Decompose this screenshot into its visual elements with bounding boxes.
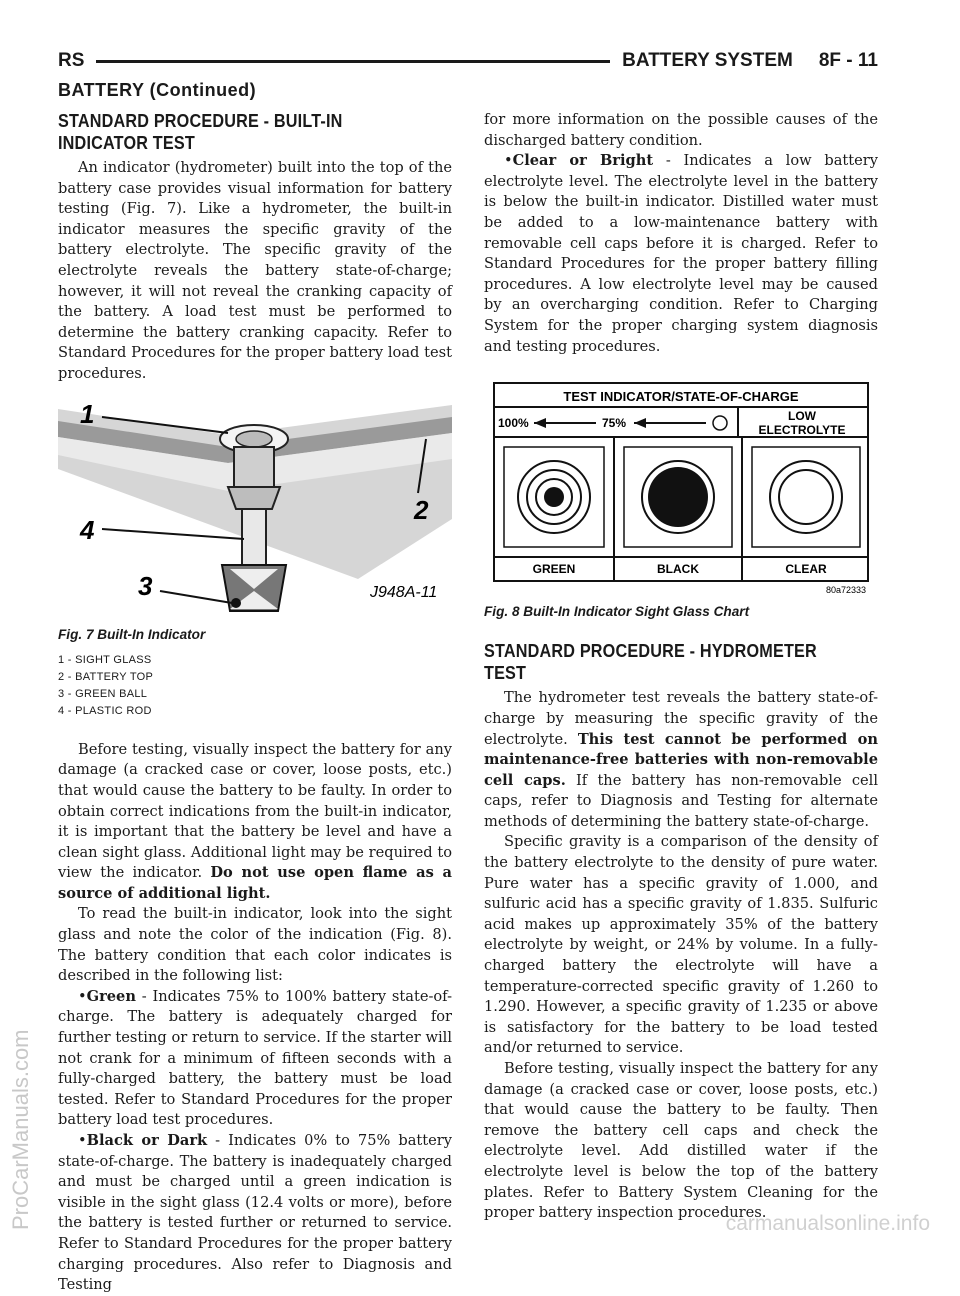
label-black: BLACK: [657, 562, 699, 577]
label-clear: CLEAR: [785, 562, 827, 577]
callout-1: 1: [80, 398, 95, 429]
bullet-text: - Indicates a low battery electrolyte level. The electrolyte level in the battery is below the built-in indicator. Distilled water must be added to a low-maintenance battery with removable cell caps before it is charged. Refer to Standard Procedures for the proper battery filling procedures. A low electrolyte level may be caused by an overcharging condition. Refer to Charging System for the proper charging system diagnosis and testing procedures.: [484, 152, 878, 355]
paragraph-indicator-intro: An indicator (hydrometer) built into the top of the battery case provides visual information for battery testing (Fig. 7). Like a hydrometer, the built-in indicator measures the specific gravity of the battery electrolyte. The specific gravity of the electrolyte reveals the battery state-of-charge; however, it will not reveal the cranking capacity of the battery. A load test must be performed to determine the battery cranking capacity. Refer to Standard Procedures for the proper battery load test procedures.: [58, 159, 452, 382]
left-column: [58, 110, 452, 1296]
indicator-thread: [228, 487, 280, 509]
bullet-green: •Green - Indicates 75% to 100% battery state-of-charge. The battery is adequately charged for further testing or return to service. If the starter will not crank for a minimum of fifteen seconds with a fully-charged battery, the battery must be load tested. Refer to Standard Procedures for the proper battery load test procedures.: [58, 987, 452, 1129]
label-75-percent: 75%: [602, 416, 627, 431]
paragraph-before-testing: [58, 740, 452, 905]
heading-line-2: INDICATOR TEST: [58, 133, 195, 153]
figure-7-legend: [58, 652, 452, 720]
leader-4: [102, 529, 244, 539]
built-in-indicator-illustration: [58, 399, 452, 617]
chart-title: TEST INDICATOR/STATE-OF-CHARGE: [563, 389, 799, 405]
callout-3: 3: [138, 570, 153, 601]
label-electrolyte: ELECTROLYTE: [758, 423, 846, 438]
sight-glass-chart: [484, 377, 878, 595]
paragraph-specific-gravity: Specific gravity is a comparison of the density of the battery electrolyte to the density of pure water. Pure water has a specific gravity of 1.000, and sulfuric acid has a specific gravity of 1.835. Sulfuric acid makes up approximately 35% of the battery electrolyte by weight, or 24% by volume. In a fully-charged battery the electrolyte will have a temperature-corrected specific gravity of 1.260 to 1.290. However, a specific gravity of 1.235 or above is satisfactory for the battery to be load tested and/or returned to service.: [484, 833, 878, 1057]
bullet-label: Green: [86, 987, 136, 1005]
warning-bold: This test cannot be performed on maintenance-free batteries with non-removable cell caps.: [484, 730, 878, 789]
legend-item: 4 - PLASTIC ROD: [58, 704, 152, 717]
bullet-black: •Black or Dark - Indicates 0% to 75% battery state-of-charge. The battery is inadequately charged and must be charged until a green indication is visible in the sight glass (12.4 volts or more), before the battery is tested further or returned to service. Refer to Standard Procedures for the proper battery charging procedures. Also refer to Diagnosis and Testing: [58, 1132, 452, 1294]
indicator-collar: [234, 447, 274, 487]
green-ball: [231, 598, 241, 608]
paragraph-before-testing-2: Before testing, visually inspect the battery for any damage (a cracked case or cover, loose posts, etc.) that would cause the battery to be faulty. Then remove the battery cell caps and check the electrolyte level. Add distilled water if the electrolyte level is below the top of the battery plates. Refer to Battery System Cleaning for the proper battery inspection procedures.: [484, 1060, 878, 1222]
leader-3: [160, 591, 232, 603]
heading-built-in-indicator-test: [58, 110, 413, 154]
header-page-number: 8F - 11: [818, 50, 878, 71]
sight-glass: [236, 431, 272, 447]
text-run: If the battery has non-removable cell caps, refer to Diagnosis and Testing for alternate methods of determining the battery state-of-charge.: [484, 771, 879, 830]
figure-code: J948A-11: [370, 583, 438, 601]
text-run: Before testing, visually inspect the battery for any damage (a cracked case or cover, loose posts, etc.) that would cause the battery to be faulty. In order to obtain correct indications from the built-in indicator, it is important that the battery be level and have a clean sight glass. Additional light may be required to view the indicator.: [58, 740, 452, 882]
paragraph-read-indicator: To read the built-in indicator, look into the sight glass and note the color of the indication (Fig. 8). The battery condition that each color indicates is described in the following list:: [58, 905, 452, 985]
callout-2: 2: [414, 494, 429, 525]
footer-url: carmanualsonline.info: [725, 1212, 930, 1235]
text-run: The hydrometer test reveals the battery state-of-charge by measuring the specific gravity of the electrolyte.: [484, 689, 878, 748]
bullet-label: Clear or Bright: [512, 152, 654, 170]
page-header: [58, 48, 878, 74]
label-green: GREEN: [532, 562, 576, 577]
black-glass-fill: [648, 467, 708, 527]
legend-item: 2 - BATTERY TOP: [58, 670, 154, 683]
bullet-label: Black or Dark: [86, 1132, 208, 1149]
paragraph-hydrometer-intro: [484, 688, 878, 832]
header-left: RS: [58, 50, 85, 71]
callout-4: 4: [80, 514, 95, 545]
bullet-text: - Indicates 75% to 100% battery state-of-charge. The battery is adequately charged for further testing or return to service. If the starter will not crank for a minimum of fifteen seconds with a fully-charged battery, the battery must be load tested. Refer to Standard Procedures for the proper battery load test procedures.: [58, 987, 452, 1129]
label-low: LOW: [788, 409, 816, 424]
green-ball-dot: [544, 487, 564, 507]
heading-hydrometer-test: STANDARD PROCEDURE - HYDROMETER TEST: [484, 641, 817, 684]
heading-line-1: STANDARD PROCEDURE - BUILT-IN: [58, 111, 343, 131]
watermark-text: ProCarManuals.com: [8, 1029, 33, 1230]
label-100-percent: 100%: [498, 416, 529, 431]
legend-item: 1 - SIGHT GLASS: [58, 653, 152, 666]
bullet-clear: •Clear or Bright - Indicates a low battery electrolyte level. The electrolyte level in the battery is below the built-in indicator. Distilled water must be added to a low-maintenance battery with removable cell caps before it is charged. Refer to Standard Procedures for the proper battery filling procedures. A low electrolyte level may be caused by an overcharging condition. Refer to Charging System for the proper charging system diagnosis and testing procedures.: [484, 152, 878, 355]
warning-bold: Do not use open flame as a source of additional light.: [58, 864, 452, 902]
bullet-text: - Indicates 0% to 75% battery state-of-charge. The battery is inadequately charged and must be charged until a green indication is visible in the sight glass (12.4 volts or more), before the battery is tested further or returned to service. Refer to Standard Procedures for the proper battery charging procedures. Also refer to Diagnosis and Testing: [58, 1132, 452, 1294]
figure-7: [58, 399, 452, 720]
figure-8: [484, 377, 878, 622]
figure-7-caption: Fig. 7 Built-In Indicator: [58, 627, 206, 643]
header-section: BATTERY SYSTEM: [622, 50, 793, 71]
plastic-rod: [242, 509, 266, 565]
header-rule: [96, 60, 610, 63]
paragraph-continuation: for more information on the possible causes of the discharged battery condition.: [484, 111, 878, 149]
figure-8-caption: Fig. 8 Built-In Indicator Sight Glass Chart: [484, 603, 750, 619]
legend-item: 3 - GREEN BALL: [58, 687, 148, 700]
continued-heading: BATTERY (Continued): [58, 80, 257, 100]
right-column: [484, 110, 878, 1224]
figure-code: 80a72333: [825, 585, 866, 596]
